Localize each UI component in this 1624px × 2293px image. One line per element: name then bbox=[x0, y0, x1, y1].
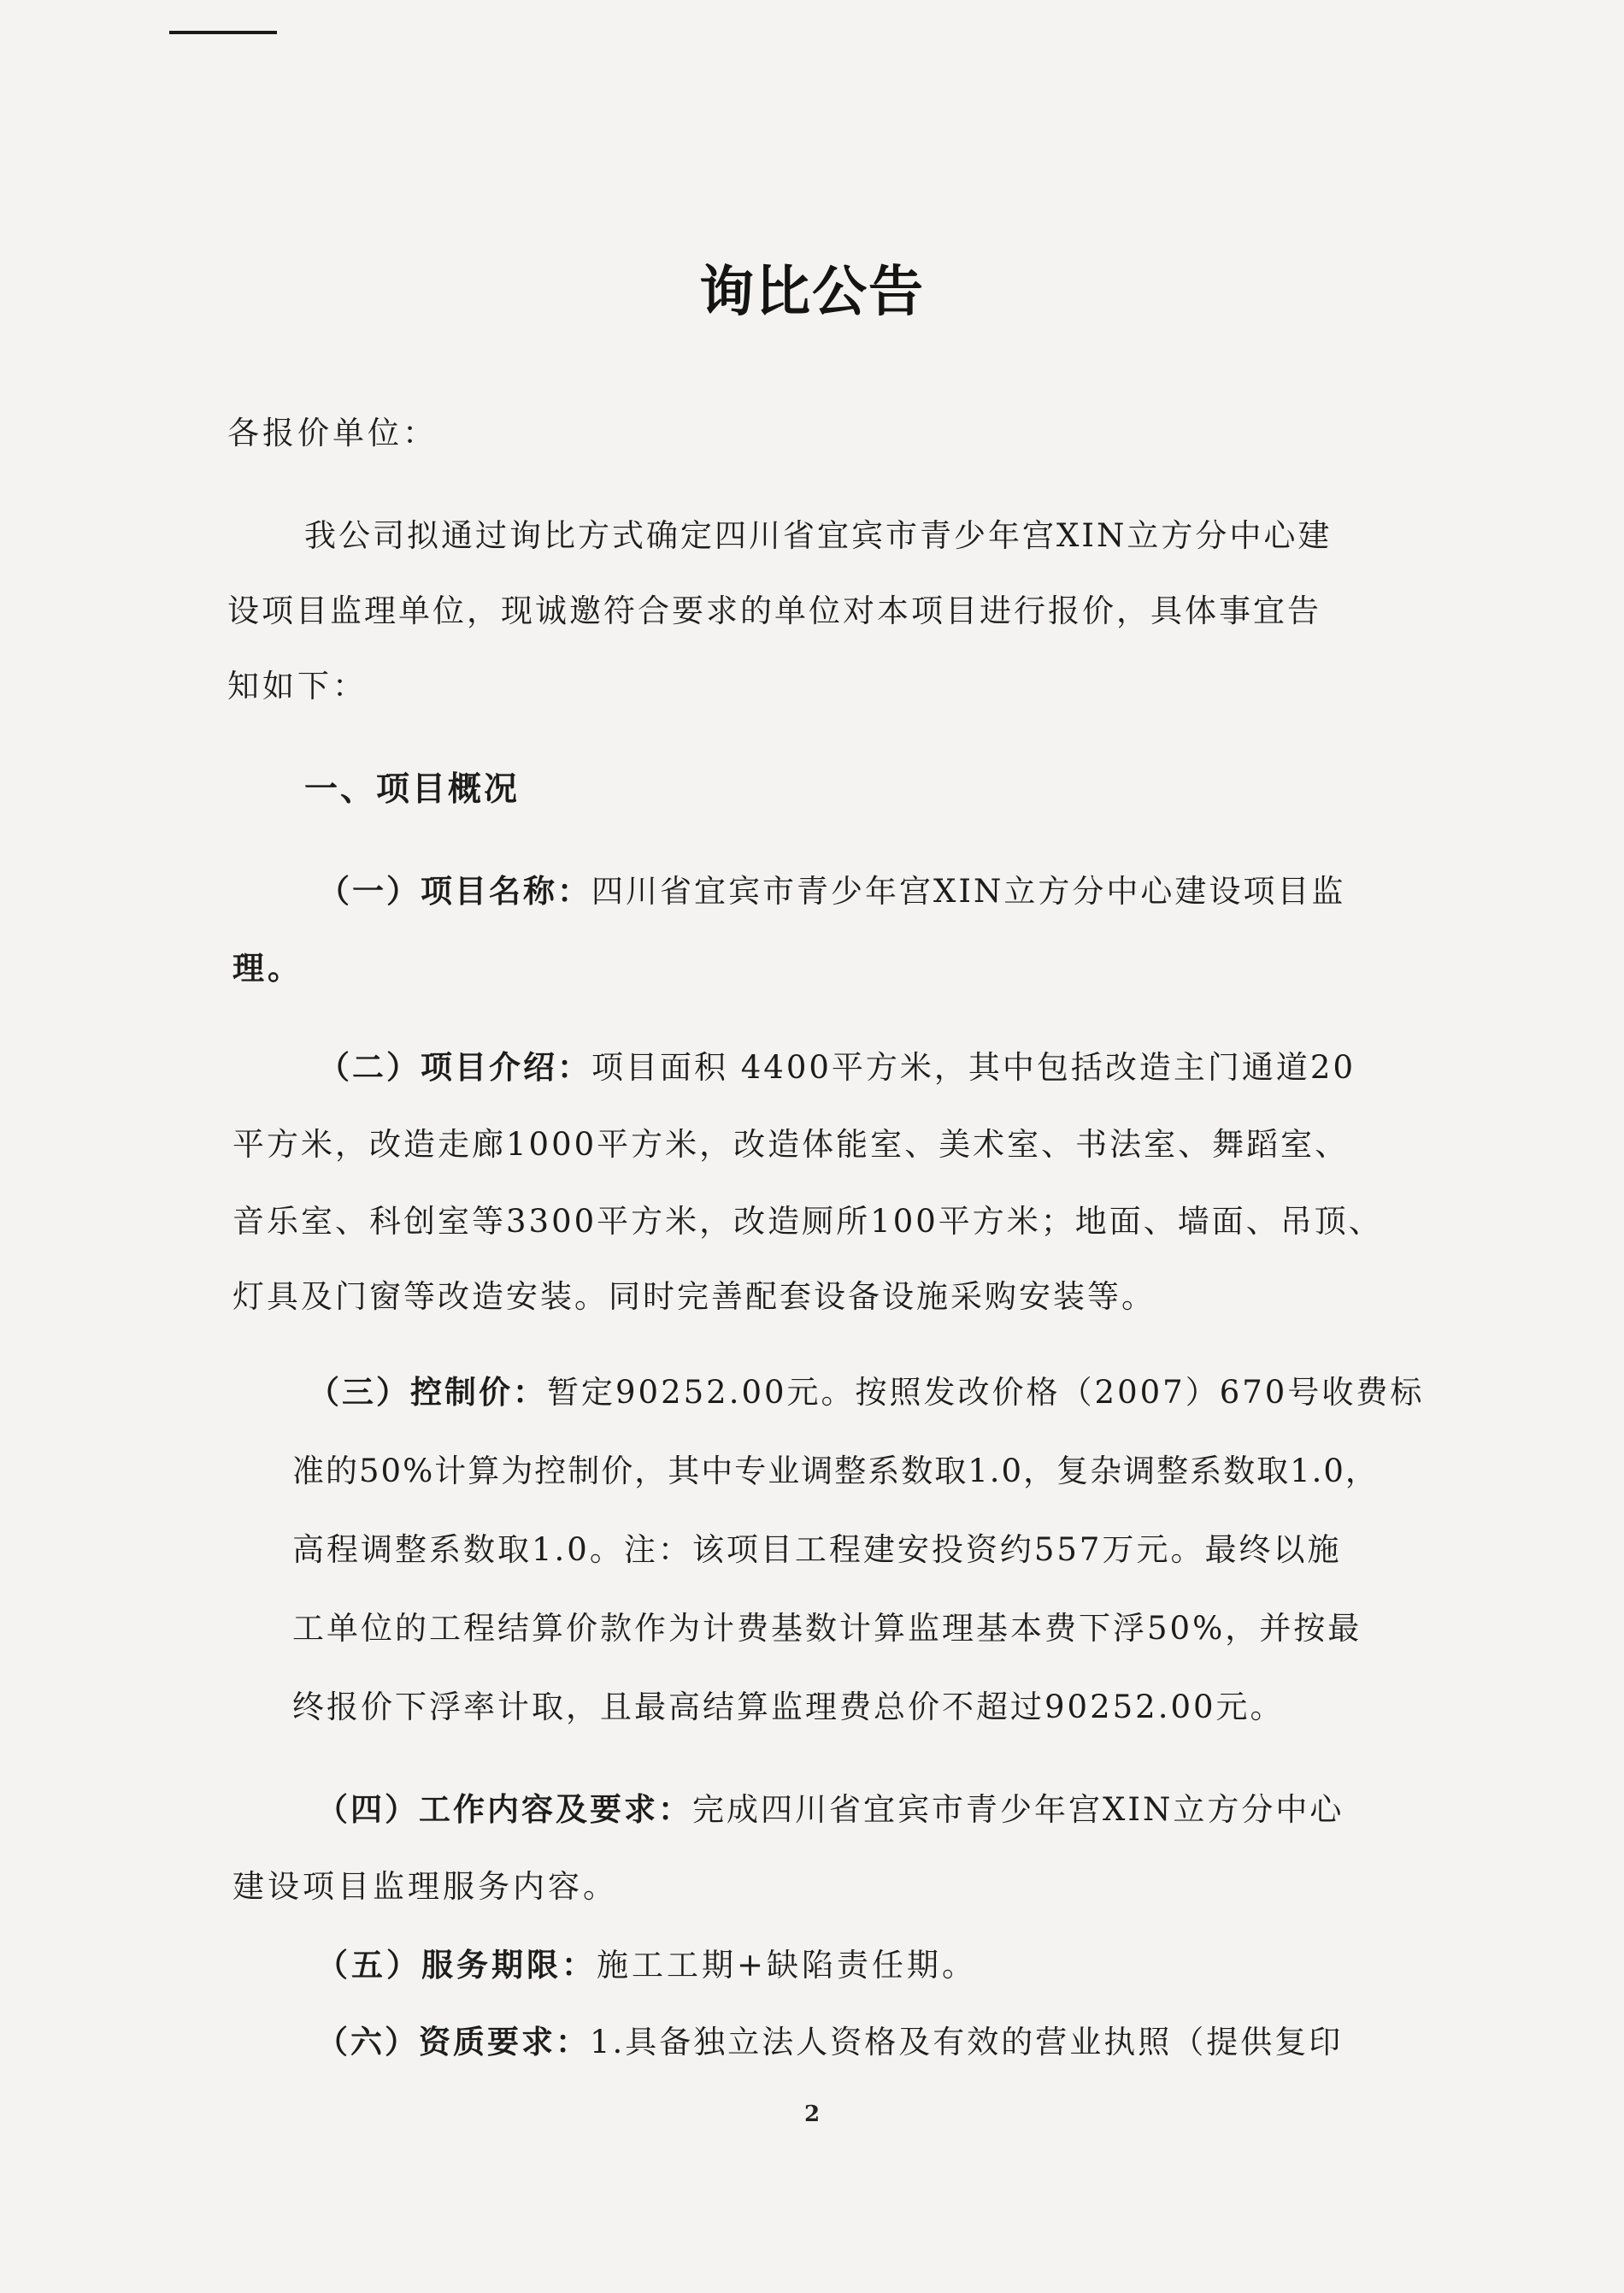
item-work-content bbox=[316, 1791, 1345, 1828]
item-work-content-line-2: 建设项目监理服务内容。 bbox=[232, 1868, 618, 1905]
item-control-price-text: 暂定90252.00元。按照发改价格（2007）670号收费标 bbox=[547, 1374, 1425, 1411]
item-project-intro-line-4: 灯具及门窗等改造安装。同时完善配套设备设施采购安装等。 bbox=[232, 1278, 1156, 1315]
item-service-period-text: 施工工期+缺陷责任期。 bbox=[597, 1947, 978, 1984]
item-project-name bbox=[318, 873, 1346, 910]
item-control-price-line-2: 准的50%计算为控制价，其中专业调整系数取1.0，复杂调整系数取1.0， bbox=[292, 1453, 1379, 1489]
item-qualification-label: （六）资质要求： bbox=[316, 2024, 590, 2060]
item-control-price-line-4: 工单位的工程结算价款作为计费基数计算监理基本费下浮50%，并按最 bbox=[292, 1610, 1362, 1647]
item-control-price bbox=[308, 1374, 1425, 1411]
intro-line-3: 知如下： bbox=[227, 668, 368, 704]
item-project-intro-line-2: 平方米，改造走廊1000平方米，改造体能室、美术室、书法室、舞蹈室、 bbox=[232, 1126, 1350, 1163]
intro-line-1: 我公司拟通过询比方式确定四川省宜宾市青少年宫XIN立方分中心建 bbox=[304, 517, 1333, 554]
item-control-price-line-5: 终报价下浮率计取，且最高结算监理费总价不超过90252.00元。 bbox=[292, 1689, 1285, 1725]
item-project-intro-text: 项目面积 4400平方米，其中包括改造主门通道20 bbox=[591, 1049, 1356, 1086]
item-work-content-text: 完成四川省宜宾市青少年宫XIN立方分中心 bbox=[692, 1791, 1345, 1828]
item-service-period bbox=[316, 1947, 978, 1984]
item-project-intro-line-3: 音乐室、科创室等3300平方米，改造厕所100平方米；地面、墙面、吊顶、 bbox=[232, 1203, 1383, 1240]
scan-edge-mark bbox=[169, 31, 277, 34]
intro-line-2: 设项目监理单位，现诚邀符合要求的单位对本项目进行报价，具体事宜告 bbox=[227, 592, 1321, 629]
item-project-intro-label: （二）项目介绍： bbox=[318, 1049, 591, 1086]
page-title: 询比公告 bbox=[699, 261, 925, 324]
salutation: 各报价单位： bbox=[227, 415, 438, 451]
item-control-price-line-3: 高程调整系数取1.0。注：该项目工程建安投资约557万元。最终以施 bbox=[292, 1531, 1342, 1568]
item-qualification-text: 1.具备独立法人资格及有效的营业执照（提供复印 bbox=[590, 2024, 1344, 2060]
item-project-intro bbox=[318, 1049, 1356, 1086]
item-qualification bbox=[316, 2026, 1343, 2058]
item-project-name-cont: 理。 bbox=[232, 950, 303, 987]
section-heading-overview: 一、项目概况 bbox=[304, 770, 521, 809]
page-number: 2 bbox=[803, 2101, 821, 2127]
item-work-content-label: （四）工作内容及要求： bbox=[316, 1791, 692, 1828]
item-service-period-label: （五）服务期限： bbox=[316, 1947, 597, 1984]
item-control-price-label: （三）控制价： bbox=[308, 1374, 547, 1411]
item-project-name-label: （一）项目名称： bbox=[318, 873, 591, 910]
item-project-name-text: 四川省宜宾市青少年宫XIN立方分中心建设项目监 bbox=[591, 873, 1346, 910]
